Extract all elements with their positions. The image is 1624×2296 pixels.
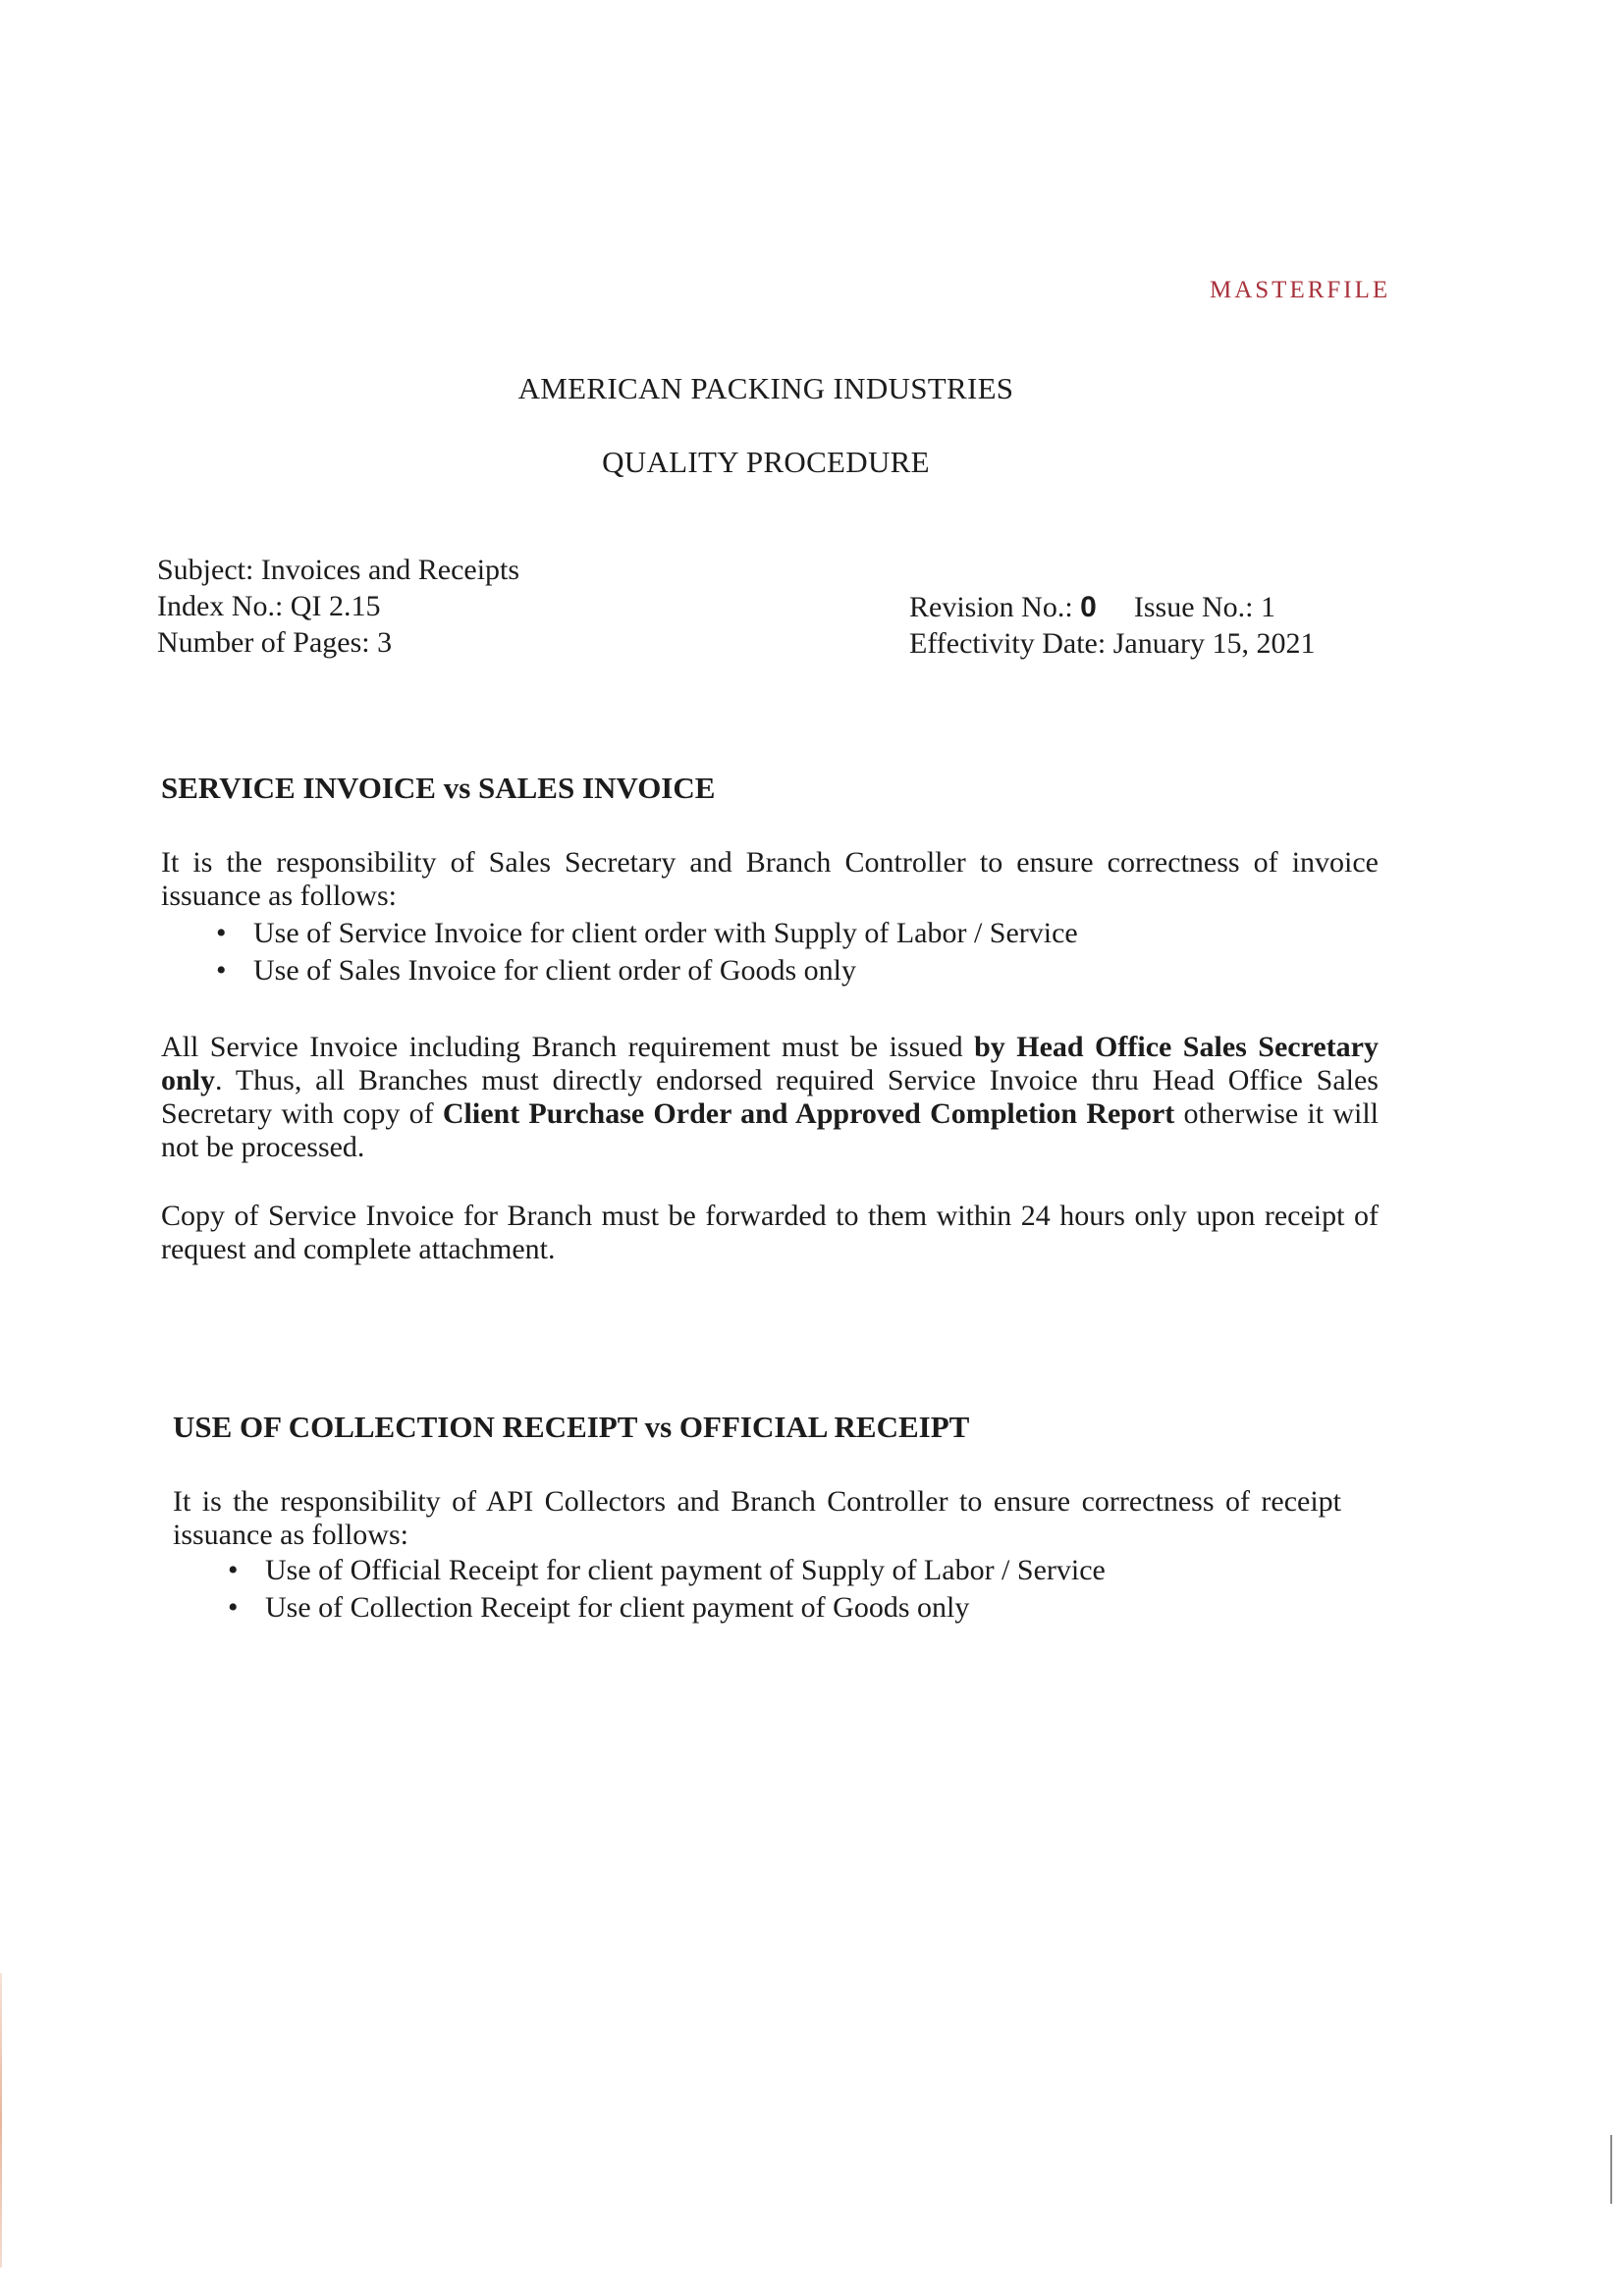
- index-number: Index No.: QI 2.15: [157, 590, 381, 622]
- revision-label: Revision No.:: [909, 591, 1081, 623]
- document-type: QUALITY PROCEDURE: [602, 445, 930, 479]
- page-count: Number of Pages: 3: [157, 626, 393, 659]
- forwarding-paragraph: Copy of Service Invoice for Branch must be forwarded to them within 24 hours only upon receipt of request and complete attachment.: [161, 1200, 1379, 1265]
- company-name: AMERICAN PACKING INDUSTRIES: [517, 371, 1014, 405]
- emphasis-text: Client Purchase Order and Approved Completion Report: [442, 1097, 1175, 1130]
- section-intro: It is the responsibility of Sales Secretary and Branch Controller to ensure correctness of invoice issuance as follows:: [161, 846, 1379, 912]
- section-intro: It is the responsibility of API Collectors and Branch Controller to ensure correctness of receipt issuance as follows:: [173, 1485, 1341, 1551]
- bullet-icon: •: [216, 954, 227, 987]
- list-item: • Use of Service Invoice for client order with Supply of Labor / Service: [161, 915, 1379, 952]
- subject-line: Subject: Invoices and Receipts: [157, 554, 520, 586]
- masterfile-stamp: MASTERFILE: [1210, 277, 1391, 303]
- revision-value: 0: [1080, 591, 1097, 623]
- scan-edge-mark: [0, 1973, 2, 2268]
- bullet-icon: •: [228, 1554, 239, 1586]
- section-heading: SERVICE INVOICE vs SALES INVOICE: [161, 771, 716, 805]
- revision-issue-line: [909, 589, 1316, 625]
- list-item: • Use of Official Receipt for client payment of Supply of Labor / Service: [173, 1552, 1341, 1589]
- list-item: • Use of Sales Invoice for client order of Goods only: [161, 952, 1379, 989]
- section-invoices: [161, 772, 1379, 1266]
- effectivity-date: Effectivity Date: January 15, 2021: [909, 627, 1316, 660]
- document-meta-right: [909, 589, 1316, 662]
- bullet-list: [161, 915, 1379, 989]
- section-receipts: [173, 1411, 1341, 1627]
- issue-number: Issue No.: 1: [1133, 591, 1276, 623]
- scan-edge-mark: [1610, 2135, 1612, 2204]
- bullet-list: [173, 1552, 1341, 1627]
- endorsement-paragraph: All Service Invoice including Branch requirement must be issued by Head Office Sales Secretary only. Thus, all Branches must directly endorsed required Service Invoice thru Head Office Sales Secretary with copy of Client Purchase Order and Approved Completion Report otherwise it will not be processed.: [161, 1031, 1379, 1163]
- list-item: • Use of Collection Receipt for client payment of Goods only: [173, 1589, 1341, 1627]
- emphasis-text: by Head Office Sales Secretary only: [161, 1031, 1379, 1096]
- bullet-icon: •: [228, 1591, 239, 1624]
- document-meta-left: [157, 552, 519, 661]
- section-heading: USE OF COLLECTION RECEIPT vs OFFICIAL RECEIPT: [173, 1410, 970, 1444]
- bullet-icon: •: [216, 917, 227, 949]
